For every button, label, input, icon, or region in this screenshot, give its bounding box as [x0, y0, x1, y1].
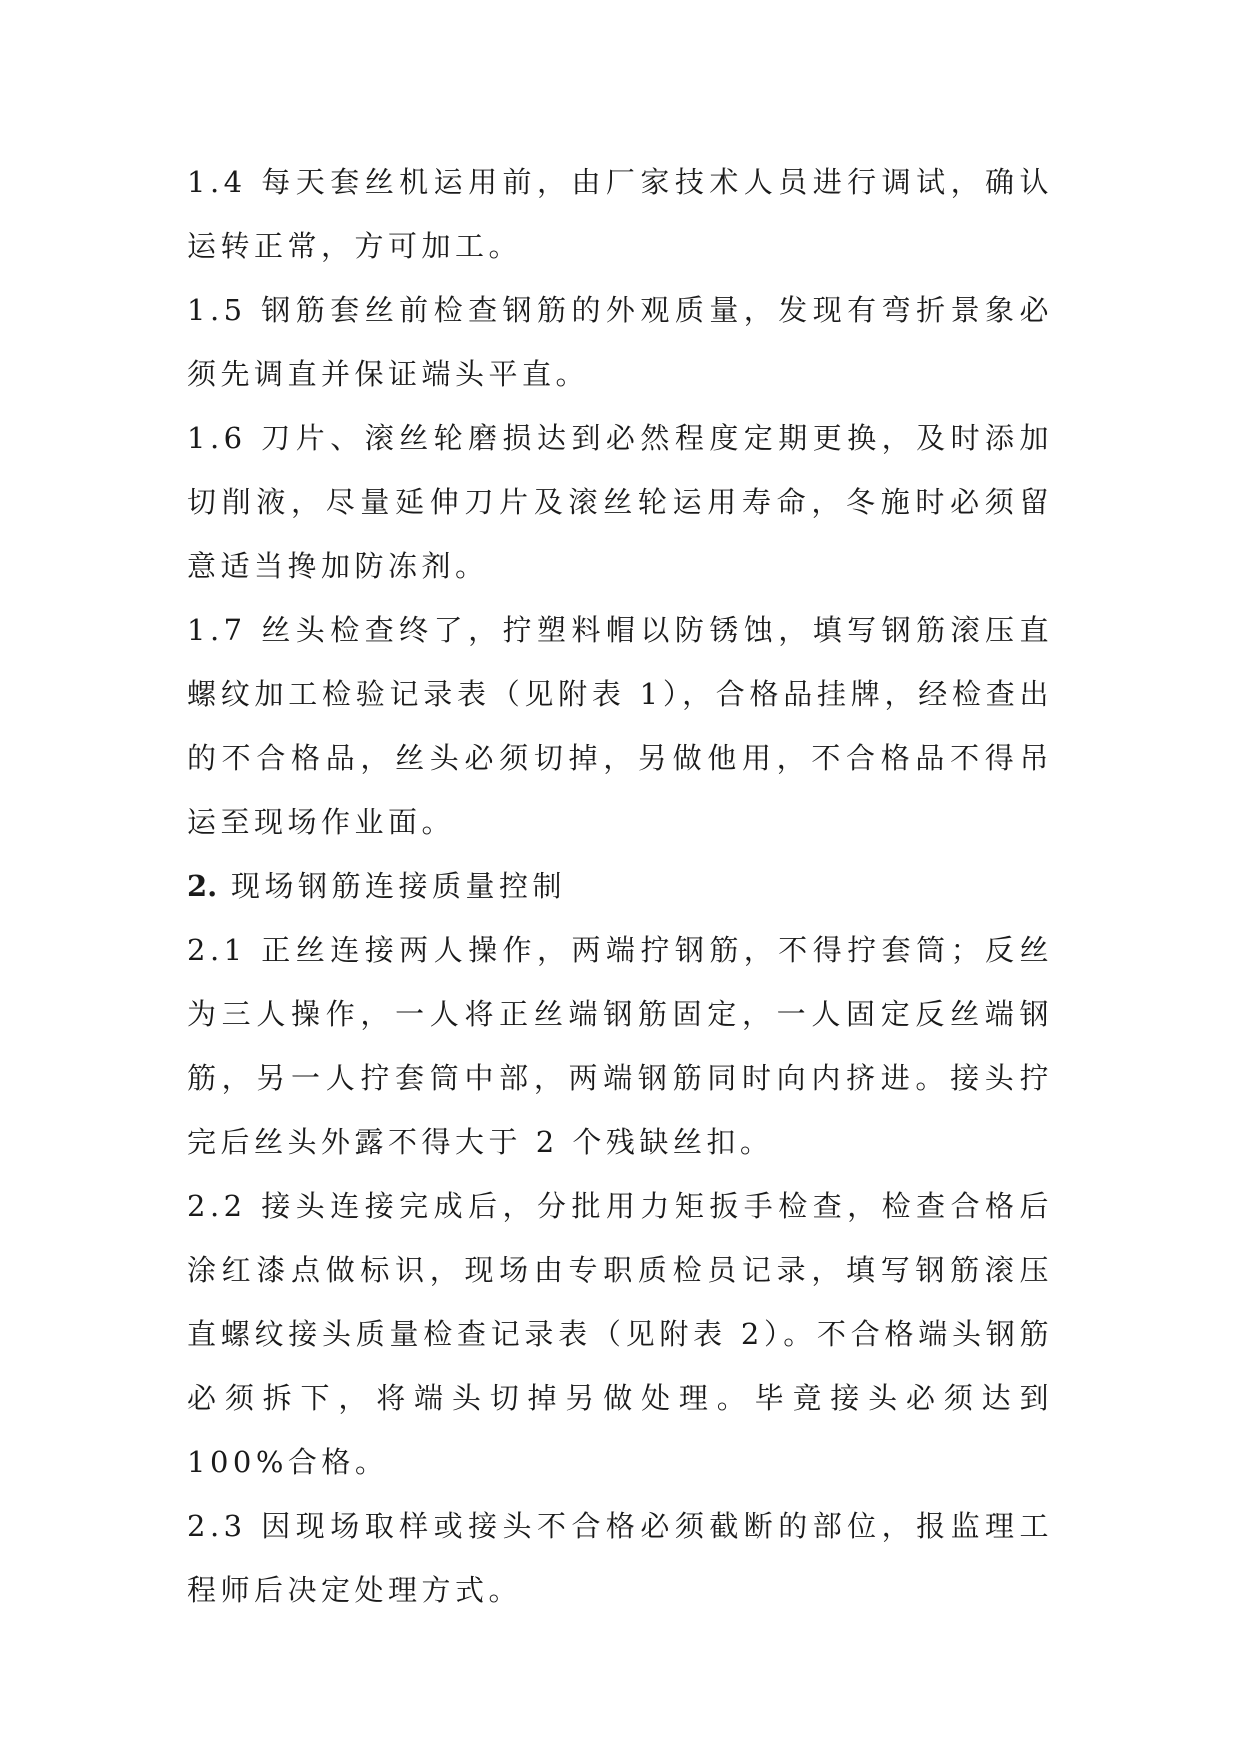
paragraph-2-1: 2.1 正丝连接两人操作，两端拧钢筋，不得拧套筒；反丝为三人操作，一人将正丝端钢筋固定，一人固定反丝端钢筋，另一人拧套筒中部，两端钢筋同时向内挤进。接头拧完后丝头外露不得大于 2 个残缺丝扣。	[187, 933, 1053, 1159]
paragraph-1-6: 1.6 刀片、滚丝轮磨损达到必然程度定期更换，及时添加切削液，尽量延伸刀片及滚丝轮运用寿命，冬施时必须留意适当搀加防冻剂。	[187, 421, 1053, 583]
paragraph-1-5: 1.5 钢筋套丝前检查钢筋的外观质量，发现有弯折景象必须先调直并保证端头平直。	[187, 293, 1053, 391]
paragraph-1-4: 1.4 每天套丝机运用前，由厂家技术人员进行调试，确认运转正常，方可加工。	[187, 165, 1053, 263]
paragraph-2-2: 2.2 接头连接完成后，分批用力矩扳手检查，检查合格后涂红漆点做标识，现场由专职质检员记录，填写钢筋滚压直螺纹接头质量检查记录表（见附表 2）。不合格端头钢筋必须拆下，将端头切掉另做处理。毕竟接头必须达到 100%合格。	[187, 1189, 1053, 1479]
section-2-number: 2.	[187, 869, 218, 903]
section-2-title: 现场钢筋连接质量控制	[231, 869, 567, 903]
paragraph-1-7: 1.7 丝头检查终了，拧塑料帽以防锈蚀，填写钢筋滚压直螺纹加工检验记录表（见附表 1），合格品挂牌，经检查出的不合格品，丝头必须切掉，另做他用，不合格品不得吊运至现场作业面。	[187, 613, 1053, 839]
paragraph-2-3: 2.3 因现场取样或接头不合格必须截断的部位，报监理工程师后决定处理方式。	[187, 1509, 1053, 1607]
section-2-heading	[187, 854, 1053, 918]
document-page	[187, 150, 1053, 1622]
